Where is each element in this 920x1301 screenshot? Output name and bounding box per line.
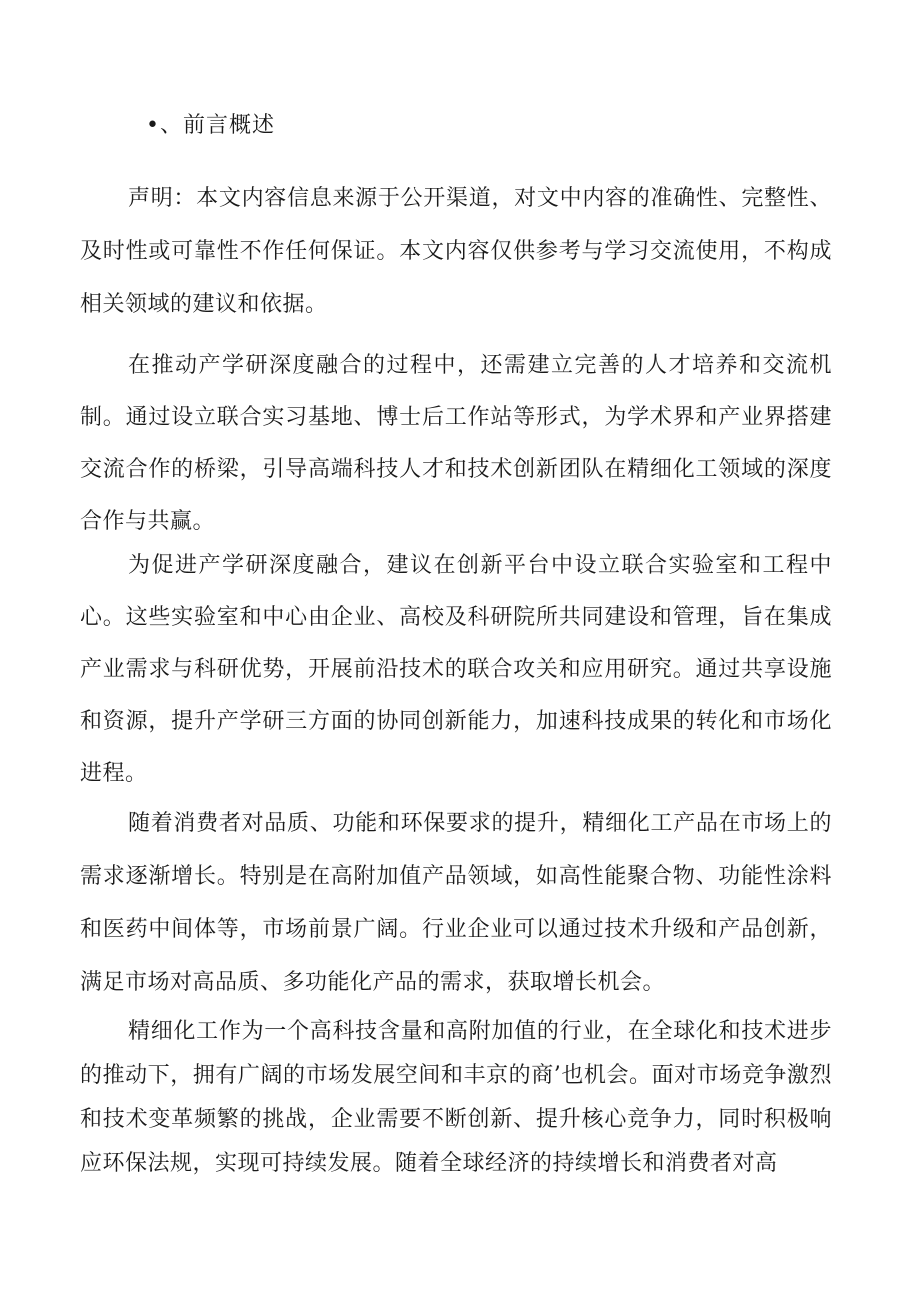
talent-mechanism-paragraph: 在推动产学研深度融合的过程中，还需建立完善的人才培养和交流机制。通过设立联合实习基地、博士后工作站等形式，为学术界和产业界搭建交流合作的桥梁，引导高端科技人才和技术创新团队在精细化工领域的深度合作与共赢。: [80, 353, 832, 534]
market-demand-paragraph: 随着消费者对品质、功能和环保要求的提升，精细化工产品在市场上的需求逐渐增长。特别是在高附加值产品领域，如高性能聚合物、功能性涂料和医药中间体等，市场前景广阔。行业企业可以通过技术升级和产品创新，满足市场对高品质、多功能化产品的需求，获取增长机会。: [80, 811, 832, 995]
industry-outlook-paragraph: 精细化工作为一个高科技含量和高附加值的行业，在全球化和技术进步的推动下，拥有广阔的市场发展空间和丰京的商’也机会。面对市场竞争激烈和技术变革频繁的挑战，企业需要不断创新、提升核心竞争力，同时积极响应环保法规，实现可持续发展。随着全球经济的持续增长和消费者对高: [80, 1019, 832, 1176]
joint-lab-paragraph: 为促进产学研深度融合，建议在创新平台中设立联合实验室和工程中心。这些实验室和中心由企业、高校及科研院所共同建设和管理，旨在集成产业需求与科研优势，开展前沿技术的联合攻关和应用研究。通过共享设施和资源，提升产学研三方面的协同创新能力，加速科技成果的转化和市场化进程。: [80, 553, 832, 786]
section-heading: •、前言概述: [146, 113, 275, 138]
disclaimer-paragraph: 声明：本文内容信息来源于公开渠道，对文中内容的准确性、完整性、及时性或可靠性不作任何保证。本文内容仅供参考与学习交流使用，不构成相关领域的建议和依据。: [80, 186, 832, 317]
